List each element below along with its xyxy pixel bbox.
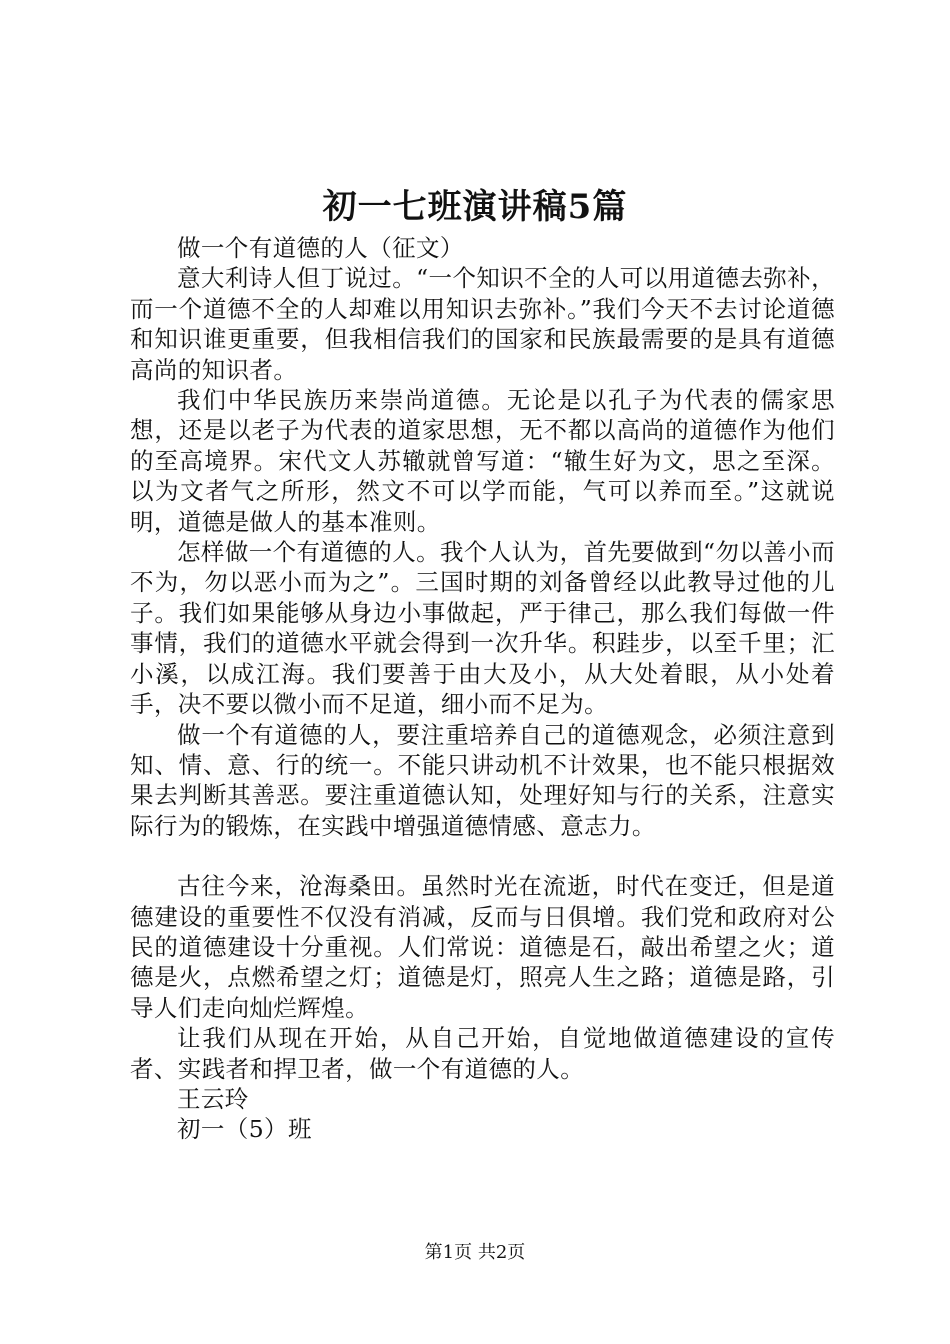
author-class: 初一（5）班 (177, 1115, 312, 1144)
document-body (130, 233, 835, 1145)
paragraph-6: 让我们从现在开始，从自己开始，自觉地做道德建设的宣传者、实践者和捍卫者，做一个有道德的人。 (130, 1024, 835, 1083)
paragraph-4: 做一个有道德的人，要注重培养自己的道德观念，必须注意到知、情、意、行的统一。不能只讲动机不计效果，也不能只根据效果去判断其善恶。要注重道德认知，处理好知与行的关系，注意实际行为的锻炼，在实践中增强道德情感、意志力。 (130, 720, 835, 840)
paragraph-5: 古往今来，沧海桑田。虽然时光在流逝，时代在变迁，但是道德建设的重要性不仅没有消减，反而与日俱增。我们党和政府对公民的道德建设十分重视。人们常说：道德是石，敲出希望之火；道德是火，点燃希望之灯；道德是灯，照亮人生之路；道德是路，引导人们走向灿烂辉煌。 (130, 872, 835, 1022)
paragraph-gap (130, 841, 835, 871)
document-title: 初一七班演讲稿5篇 (322, 187, 628, 227)
paragraph-1: 意大利诗人但丁说过。“一个知识不全的人可以用道德去弥补，而一个道德不全的人却难以用知识去弥补。”我们今天不去讨论道德和知识谁更重要，但我相信我们的国家和民族最需要的是具有道德高尚的知识者。 (130, 264, 835, 384)
essay-subtitle: 做一个有道德的人（征文） (177, 234, 464, 262)
author-name: 王云玲 (177, 1084, 249, 1113)
paragraph-3: 怎样做一个有道德的人。我个人认为，首先要做到“勿以善小而不为，勿以恶小而为之”。三国时期的刘备曾经以此教导过他的儿子。我们如果能够从身边小事做起，严于律己，那么我们每做一件事情，我们的道德水平就会得到一次升华。积跬步，以至千里；汇小溪，以成江海。我们要善于由大及小，从大处着眼，从小处着手，决不要以微小而不足道，细小而不足为。 (130, 538, 835, 719)
paragraph-2: 我们中华民族历来崇尚道德。无论是以孔子为代表的儒家思想，还是以老子为代表的道家思想，无不都以高尚的道德作为他们的至高境界。宋代文人苏辙就曾写道：“辙生好为文，思之至深。以为文者气之所形，然文不可以学而能，气可以养而至。”这就说明，道德是做人的基本准则。 (130, 386, 835, 536)
page-footer: 第1页 共2页 (424, 1242, 526, 1263)
